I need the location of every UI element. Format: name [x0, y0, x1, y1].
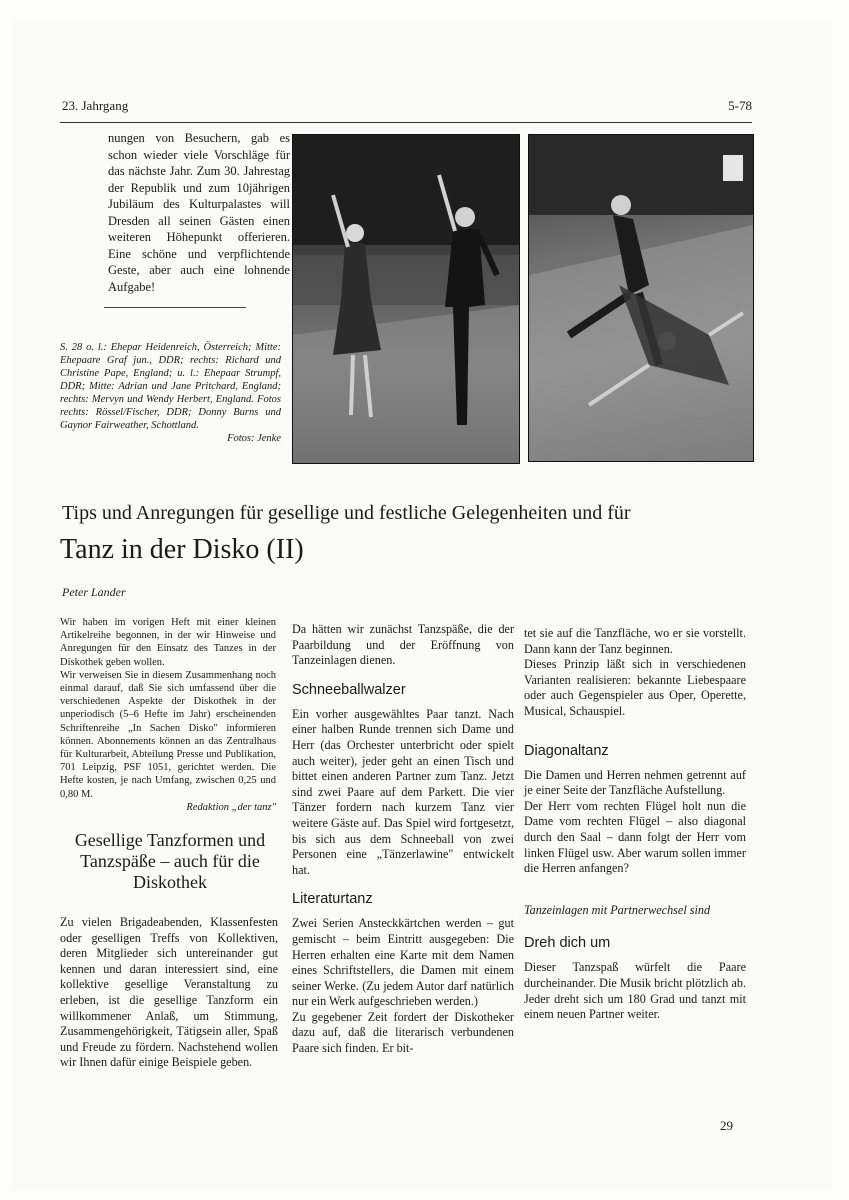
- column-3-italic-line: Tanzeinlagen mit Partnerwechsel sind: [524, 902, 711, 917]
- column-2-paragraph-3: Zu gegebener Zeit fordert der Diskotheker dazu auf, daß die literarisch verbundenen Paare sich finden. Er bit-: [292, 1009, 514, 1056]
- photo-caption: [60, 341, 281, 445]
- heading-schneeballwalzer: Schneeballwalzer: [292, 681, 406, 698]
- dance-photo-right: [528, 134, 754, 462]
- editor-note-credit: Redaktion „der tanz": [186, 801, 276, 813]
- heading-dreh-dich-um: Dreh dich um: [524, 935, 611, 952]
- page-number: 29: [720, 1118, 733, 1133]
- article-kicker: Tips und Anregungen für gesellige und festliche Gelegenheiten und für: [62, 502, 631, 524]
- heading-diagonaltanz: Diagonaltanz: [524, 742, 609, 759]
- column-3: [524, 626, 746, 1023]
- heading-literaturtanz: Literaturtanz: [292, 891, 373, 908]
- column-3-paragraph-4: Der Herr vom rechten Flügel holt nun die Dame vom rechten Flügel – also diagonal durch den Saal – dann folgt der Herr vom linken Flügel usw. Aber warum sollen immer die Herren anfangen?: [524, 798, 746, 876]
- editor-note-paragraph-1: Wir haben im vorigen Heft mit einer kleinen Artikelreihe begonnen, in der wir Hinweise und Anregungen für den Einsatz des Tanzes in der Diskothek geben wollen.: [60, 617, 276, 668]
- column-3-paragraph-3: Die Damen und Herren nehmen getrennt auf je einer Seite der Tanzfläche Aufstellung.: [524, 767, 746, 798]
- dancing-pair-illustration: [529, 135, 753, 461]
- column-1-body: [60, 915, 278, 1071]
- column-2-paragraph-1: Ein vorher ausgewähltes Paar tanzt. Nach einer halben Runde trennen sich Dame und Herr (das Orchester unterbricht oder spielt auch weiter), jeder geht an einen Tisch und bittet einen anderen Partner zum Tanz. Jetzt sind zwei Paare auf dem Parkett. Die vier Tänzer fordern nach kurzem Tanz vier weitere Gäste auf. Das Spiel wird fortgesetzt, bis sich aus dem Schneeball von zwei Personen eine „Tänzerlawine" entwickelt hat.: [292, 706, 514, 877]
- editor-note-paragraph-2: Wir verweisen Sie in diesem Zusammenhang noch einmal darauf, daß Sie sich umfassend über die verschiedenen Aspekte der Diskothek in der unperiodisch (5–6 Hefte im Jahr) erscheinenden Schriftenreihe „In Sachen Disko" informieren können. Abonnements können an das Zentralhaus für Kulturarbeit, Abteilung Presse und Publikation, 701 Leipzig, PSF 1051, gerichtet werden. Die Hefte kosten, je nach Umfang, zwischen 0,25 und 0,80 M.: [60, 669, 276, 800]
- issue-label: 5-78: [728, 98, 752, 113]
- separator-rule: [104, 307, 246, 308]
- article-author: Peter Lander: [62, 585, 126, 599]
- column-2: [292, 622, 514, 1057]
- editor-note: [60, 616, 276, 814]
- caption-text: S. 28 o. l.: Ehepar Heidenreich, Österreich; Mitte: Ehepaare Graf jun., DDR; rechts: Richard und Christine Pape, England; u. l.: Ehepaar Strumpf, DDR; Mitte: Adrian und Jane Pritchard, England; rechts: Mervyn und Wendy Herbert, England. Fotos rechts: Rössel/Fischer, DDR; Donny Burns und Gaynor Fairweather, Schottland.: [60, 342, 281, 431]
- intro-text: nungen von Besuchern, gab es schon wieder viele Vorschläge für das nächste Jahr. Zum 30. Jahrestag der Republik und zum 10jährigen Jubiläum des Kulturpalastes will Dresden all seinen Gästen einen weiteren Höhepunkt offerieren. Eine schöne und verpflichtende Geste, aber auch eine lohnende Aufgabe!: [108, 131, 290, 294]
- dancing-couple-illustration: [293, 135, 519, 463]
- section-heading-column-1: [60, 830, 280, 893]
- section-heading: Gesellige Tanzformen und Tanzspäße – auch für die Diskothek: [74, 830, 266, 892]
- caption-credit: Fotos: Jenke: [227, 433, 281, 444]
- column-3-paragraph-5: Dieser Tanzspaß würfelt die Paare durcheinander. Die Musik bricht plötzlich ab. Jeder dreht sich um 180 Grad und tanzt mit einem neuen Partner weiter.: [524, 960, 746, 1022]
- volume-label: 23. Jahrgang: [62, 98, 129, 113]
- column-3-paragraph-1: tet sie auf die Tanzfläche, wo er sie vorstellt. Dann kann der Tanz beginnen.: [524, 626, 746, 656]
- column-2-paragraph-2: Zwei Serien Ansteckkärtchen werden – gut gemischt – beim Eintritt ausgegeben: Die Herren erhalten eine Karte mit dem Namen eines Schriftstellers, die Damen mit einem seiner Werke. (Zu jedem Autor darf natürlich nur ein Werk aufgeschrieben werden.): [292, 916, 514, 1009]
- article-title: Tanz in der Disko (II): [60, 534, 304, 565]
- column-2-intro: Da hätten wir zunächst Tanzspäße, die der Paarbildung und der Eröffnung von Tanzeinlagen dienen.: [292, 622, 514, 668]
- column-1-paragraph: Zu vielen Brigadeabenden, Klassenfesten oder geselligen Treffs von Kollektiven, deren Mitglieder sich untereinander gut kennen und daran interessiert sind, eine kollektive gesellige Veranstaltung zu erleben, ist die gesellige Tanzform ein willkommener Anlaß, um Stimmung, Zusammengehörigkeit, Tätigsein aller, Spaß und Freude zu fördern. Nachstehend wollen wir Ihnen dafür einige Beispiele geben.: [60, 915, 278, 1070]
- column-3-paragraph-2: Dieses Prinzip läßt sich in verschiedenen Varianten realisieren: bekannte Liebespaare oder auch Gegenspieler aus Oper, Operette, Musical, Schauspiel.: [524, 657, 746, 718]
- dance-photo-left: [292, 134, 520, 464]
- running-header: [60, 96, 752, 123]
